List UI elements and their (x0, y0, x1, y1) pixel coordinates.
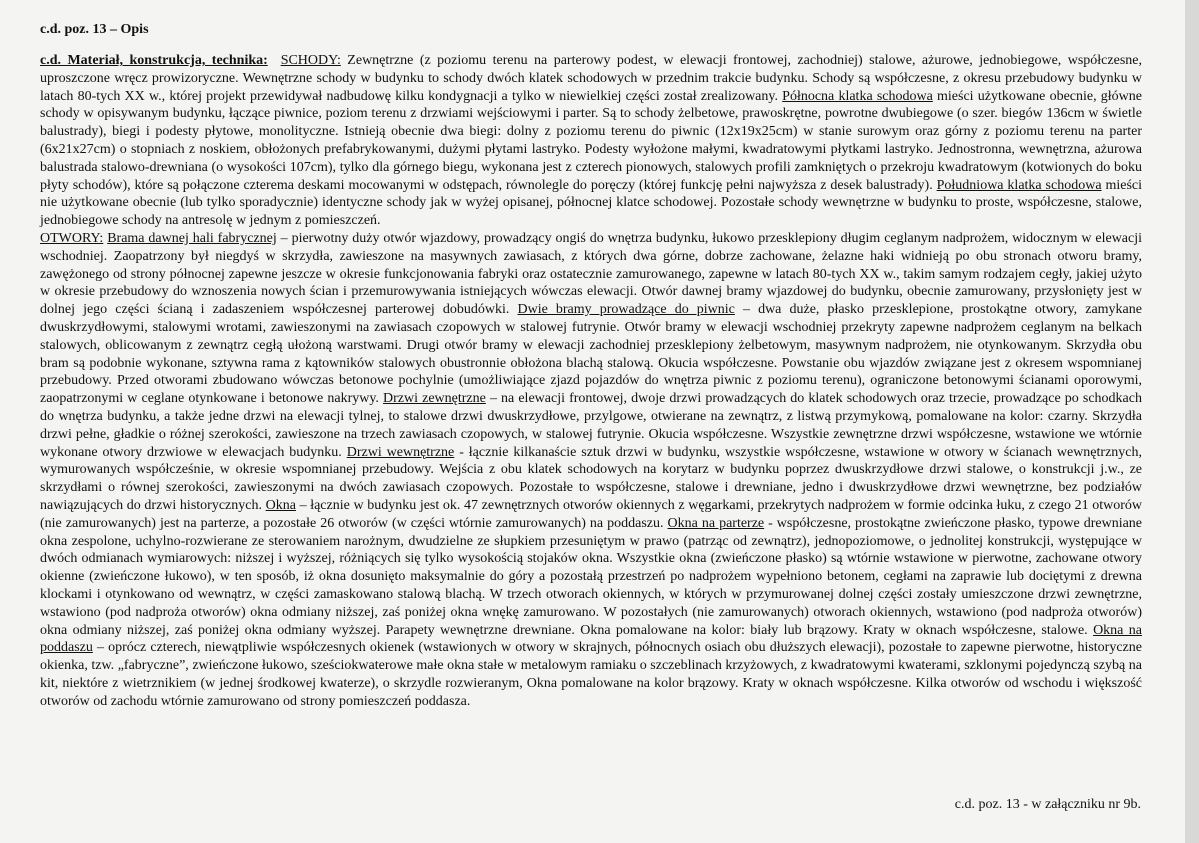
footer-note: c.d. poz. 13 - w załączniku nr 9b. (954, 797, 1141, 812)
text-segment: – łącznie w budynku jest ok. 47 zewnętrznych otworów okiennych z węgarkami, przekrytych nadprożem w formie odcinka łuku, z czego 21 otworów (nie zamurowanych) jest na parterze, a pozostałe 26 otworów (w części wtórnie zamurowanych) na poddaszu. (40, 497, 1142, 531)
underlined-term: SCHODY: (280, 53, 341, 68)
paragraph-schody (40, 52, 1142, 230)
text-segment: Zewnętrzne (z poziomu terenu na parterowy podest, w elewacji frontowej, zachodniej) stalowe, ażurowe, jednobiegowe, współczesne, uproszczone wręcz prowizoryczne. Wewnętrzne schody w budynku to schody dwóch klatek schodowych w przednim trakcie budynku. Schody są współczesne, z okresu przebudowy budynku w latach 80-tych XX w., której projekt przewidywał nadbudowę kilku kondygnacji a tylko w niewielkiej części został zrealizowany. (40, 53, 1142, 104)
scan-edge (1185, 0, 1199, 843)
text-segment: – dwa duże, płasko przesklepione, prostokątne otwory, zamykane dwuskrzydłowymi, stalowymi wrotami, zawieszonymi na zawiasach czopowych w stalowej futrynie. Otwór bramy w elewacji wschodniej przekryty zapewne nadprożem ceglanym na belkach stalowych, oblicowanym z zewnątrz cegłą ułożoną warstwami. Drugi otwór bramy w elewacji zachodniej przesklepiony żelbetowym, masywnym nadprożem, nie otynkowanym. Skrzydła obu bram są podobnie wykonane, sztywna rama z kątowników stalowych obustronnie obłożona blachą stalową. Okucia współczesne. Powstanie obu wjazdów związane jest z okresem wspomnianej przebudowy. Przed otworami zbudowano wówczas betonowe pochylnie (umożliwiające zjazd pojazdów do wnętrza piwnic z poziomu terenu), ograniczone betonowymi ścianami oporowymi, zaopatrzonymi w ceglane otynkowane i betonowe nakrywy. (40, 302, 1142, 407)
underlined-term: Północna klatka schodowa (782, 88, 933, 104)
text-segment: mieści użytkowane obecnie, główne schody w opisywanym budynku, łączące piwnice, poziom terenu z drzwiami wejściowymi i parter. Są to schody żelbetowe, prawoskrętne, powrotne dwubiegowe (o szer. biegów 136cm w świetle balustrady), biegi i podesty płytowe, monolityczne. Istnieją obecnie dwa biegi: dolny z poziomu terenu do piwnic (12x19x25cm) w stanie surowym oraz górny z poziomu terenu na parter (6x21x27cm) o stopniach z noskiem, obłożonych prefabrykowanymi, dużymi płytami lastryko. Podesty wyłożone małymi, kwadratowymi płytkami lastryko. Jednostronna, wewnętrzna, ażurowa balustrada stalowo-drewniana (o wysokości 107cm), tylko dla górnego biegu, wykonana jest z czterech pionowych, stalowych profili zamkniętych o przekroju kwadratowym (kotwionych do boku płyty schodów), które są połączone czterema deskami mocowanymi w odstępach, równolegle do poręczy (której funkcję pełni najwyższa z desek balustrady). (40, 88, 1142, 193)
text-segment: mieści nie użytkowane obecnie (lub tylko sporadycznie) identyczne schody jak w wyżej opisanej, północnej klatce schodowej. Pozostałe schody wewnętrzne w budynku to proste, współczesne, stalowe, jednobiegowe schody na antresolę w jednym z pomieszczeń. (40, 177, 1143, 229)
underlined-term: Drzwi zewnętrzne (383, 391, 486, 407)
text-segment: – oprócz czterech, niewątpliwie współczesnych okienek (wstawionych w otwory w skrajnych, północnych osiach obu dłuższych elewacji), pozostałe to zapewne pierwotne, historyczne okienka, tzw. „fabryczne”, zwieńczone łukowo, sześciokwaterowe małe okna stałe w metalowym ramiaku o szczeblinach krzyżowych, z kwadratowymi kwaterami, szklonymi pojedynczą szybą na kit, niektóre z wietrznikiem (w jednej środkowej kwaterze), o skrzydle rozwieranym, Okna pomalowane na kolor brązowy. Kraty w oknach współczesne. Kilka otworów od wschodu i większość otworów od zachodu wtórnie zamurowano od strony pomieszczeń poddasza. (40, 640, 1142, 709)
underlined-term: Okna (265, 497, 296, 513)
underlined-term: Południowa klatka schodowa (936, 177, 1102, 193)
text-segment: - łącznie kilkanaście sztuk drzwi w budynku, wszystkie współczesne, wstawione w otwory w ścianach wewnętrznych, wymurowanych współcześnie, w okresie wspomnianej przebudowy. Wejścia z obu klatek schodowych na korytarz w budynku poprzez dwuskrzydłowe drzwi stalowe, o konstrukcji j.w., ze skrzydłami o równej szerokości, zawieszonymi na dwóch zawiasach czopowych. Pozostałe to współczesne, stalowe i drewniane, jedno i dwuskrzydłowe drzwi wewnętrzne, bez podziałów nawiązujących do drzwi historycznych. (40, 444, 1142, 513)
section-label: c.d. Materiał, konstrukcja, technika: (40, 53, 268, 68)
underlined-term: Drzwi wewnętrzne (346, 444, 455, 460)
text-segment: - współczesne, prostokątne zwieńczone płasko, typowe drewniane okna zespolone, uchylno-rozwierane ze sterowaniem narożnym, dwudzielne ze słupkiem przesuniętym w prawo (patrząc od zewnątrz), jednopoziomowe, o jednolitej konstrukcji, występujące w dwóch odmianach wymiarowych: niższej i wyższej, różniących się tylko wysokością stojaków okna. Wszystkie okna (zwieńczone płasko) są wtórnie wstawione w pierwotne, zachowane otwory okienne (zwieńczone łukowo), w ten sposób, iż okna dosunięto maksymalnie do góry a pozostałą przestrzeń po nadprożem wypełniono betonem, cegłami na zaprawie lub dociętymi z drewna klockami i otynkowano od wewnątrz, w części zamaskowano stalową blachą. W trzech otworach okiennych, w których w przymurowanej dolnej części zostały umieszczone drzwi zewnętrzne, wstawiono (pod nadproża otworów) okna odmiany niższej, zaś poniżej okna wnękę zamurowano. W pozostałych (nie zamurowanych) otworach okiennych, wstawiono (pod nadproża otworów) okna odmiany niższej, zaś poniżej okna odmiany wyższej. Parapety wewnętrzne drewniane. Okna pomalowane na kolor: biały lub brązowy. Kraty w oknach współczesne, stalowe. (40, 515, 1143, 638)
underlined-term: Brama dawnej hali fabrycznej (107, 230, 277, 246)
paragraph-schody-content (40, 53, 1142, 228)
underlined-term: Dwie bramy prowadzące do piwnic (517, 302, 735, 318)
underlined-term: OTWORY: (40, 230, 104, 246)
underlined-term: Okna na poddaszu (40, 622, 1142, 656)
page-heading: c.d. poz. 13 – Opis (40, 22, 149, 37)
document-body (40, 52, 1142, 710)
paragraph-otwory (40, 230, 1142, 711)
text-segment: – pierwotny duży otwór wjazdowy, prowadzący ongiś do wnętrza budynku, łukowo przesklepiony długim ceglanym nadprożem, widocznym w elewacji wschodniej. Zaopatrzony był niegdyś w skrzydła, zawieszone na masywnych zawiasach, z których dwa górne, dobrze zachowane, żelazne haki widnieją po obu stronach otworu bramy, zawężonego od strony północnej zapewne jeszcze w okresie funkcjonowania fabryki oraz ostatecznie zamurowanego, zapewne w latach 80-tych XX w., takim samym rodzajem cegły, jakiej użyto w okresie przebudowy do wznoszenia nowych ścian i przemurowywania istniejących wówczas elewacji. Otwór dawnej bramy wjazdowej do budynku, obecnie zamurowany, przysłonięty jest w dolnej jego części ścianą i zadaszeniem współczesnej parterowej dobudówki. (40, 230, 1143, 318)
underlined-term: Okna na parterze (667, 515, 765, 531)
text-segment: – na elewacji frontowej, dwoje drzwi prowadzących do klatek schodowych oraz trzecie, prowadzące po schodkach do wnętrza budynku, a także jedne drzwi na elewacji tylnej, to stalowe drzwi dwuskrzydłowe, przylgowe, otwierane na zewnątrz, z listwą przymykową, pomalowane na kolor: czarny. Skrzydła drzwi pełne, gładkie o różnej szerokości, zawieszone na trzech zawiasach czopowych, w stalowej futrynie. Okucia współczesne. Wszystkie zewnętrzne drzwi współczesne, wstawione we wtórnie wykonane otwory drzwiowe w elewacjach budynku. (40, 391, 1142, 460)
paragraph-otwory-content (40, 231, 1142, 709)
